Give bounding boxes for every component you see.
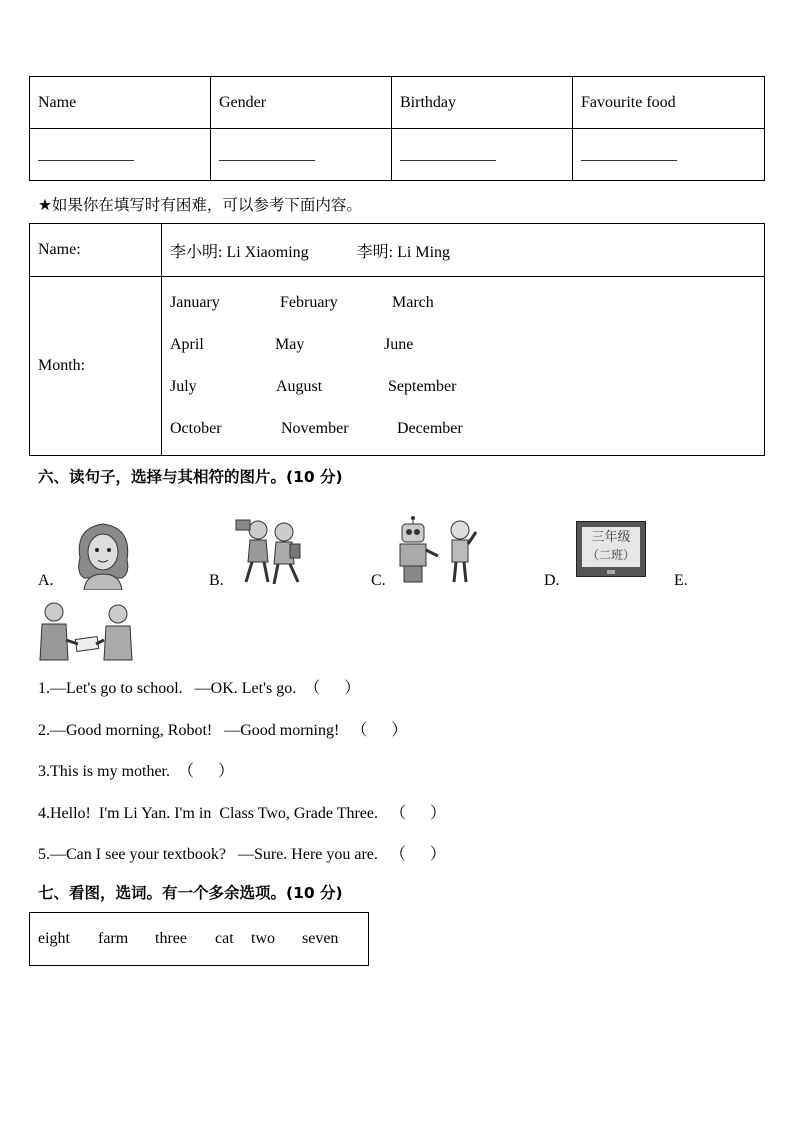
month-list <box>162 277 765 456</box>
month-label: Month: <box>30 277 162 456</box>
question-2: 2.—Good morning, Robot! —Good morning! （ ） <box>38 722 408 739</box>
blank-name[interactable]: ____________ <box>30 129 211 181</box>
hint-text: ★如果你在填写时有困难，可以参考下面内容。 <box>38 196 362 214</box>
month-item: September <box>388 378 457 395</box>
blank-gender[interactable]: ____________ <box>211 129 392 181</box>
info-table <box>29 76 765 181</box>
month-item: May <box>275 336 305 353</box>
month-item: November <box>281 420 349 437</box>
name-option: 李小明: Li Xiaoming <box>170 243 309 261</box>
sign-grade-text: 三年级 <box>591 530 631 545</box>
option-e-label: E. <box>674 572 688 589</box>
word-option: three <box>155 930 187 947</box>
kids-going-to-school-picture <box>232 516 308 586</box>
question-5: 5.—Can I see your textbook? —Sure. Here you are. （ ） <box>38 846 446 863</box>
month-item: February <box>280 294 338 311</box>
month-item: March <box>392 294 434 311</box>
question-4: 4.Hello! I'm Li Yan. I'm in Class Two, Grade Three. （ ） <box>38 805 447 822</box>
name-options <box>162 224 765 277</box>
word-bank <box>29 912 369 966</box>
month-item: October <box>170 420 222 437</box>
month-item: December <box>397 420 463 437</box>
class-sign-picture <box>576 521 646 577</box>
reference-table <box>29 223 765 456</box>
word-option: two <box>251 930 275 947</box>
name-option: 李明: Li Ming <box>356 243 451 261</box>
month-item: January <box>170 294 220 311</box>
section-6-title: 六、读句子，选择与其相符的图片。(10 分) <box>38 468 343 486</box>
header-favourite-food: Favourite food <box>573 77 765 129</box>
word-option: farm <box>98 930 129 947</box>
header-gender: Gender <box>211 77 392 129</box>
blank-birthday[interactable]: ____________ <box>392 129 573 181</box>
option-a-label: A. <box>38 572 54 589</box>
sign-class-text: （二班） <box>586 548 635 562</box>
question-1: 1.—Let's go to school. —OK. Let's go. （ ） <box>38 680 361 697</box>
blank-favourite-food[interactable]: ____________ <box>573 129 765 181</box>
header-birthday: Birthday <box>392 77 573 129</box>
month-item: July <box>170 378 197 395</box>
option-c-label: C. <box>371 572 386 589</box>
month-item: August <box>276 378 323 395</box>
month-item: June <box>384 336 414 353</box>
robot-and-boy-picture <box>394 516 480 588</box>
option-b-label: B. <box>209 572 224 589</box>
month-item: April <box>170 336 204 353</box>
word-option: eight <box>38 930 70 947</box>
textbook-exchange-picture <box>38 600 134 662</box>
header-name: Name <box>30 77 211 129</box>
word-option: seven <box>302 930 339 947</box>
mother-picture <box>70 518 136 590</box>
name-label: Name: <box>30 224 162 277</box>
section-7-title: 七、看图，选词。有一个多余选项。(10 分) <box>38 884 343 902</box>
option-d-label: D. <box>544 572 560 589</box>
word-option: cat <box>215 930 234 947</box>
question-3: 3.This is my mother. （ ） <box>38 763 235 780</box>
